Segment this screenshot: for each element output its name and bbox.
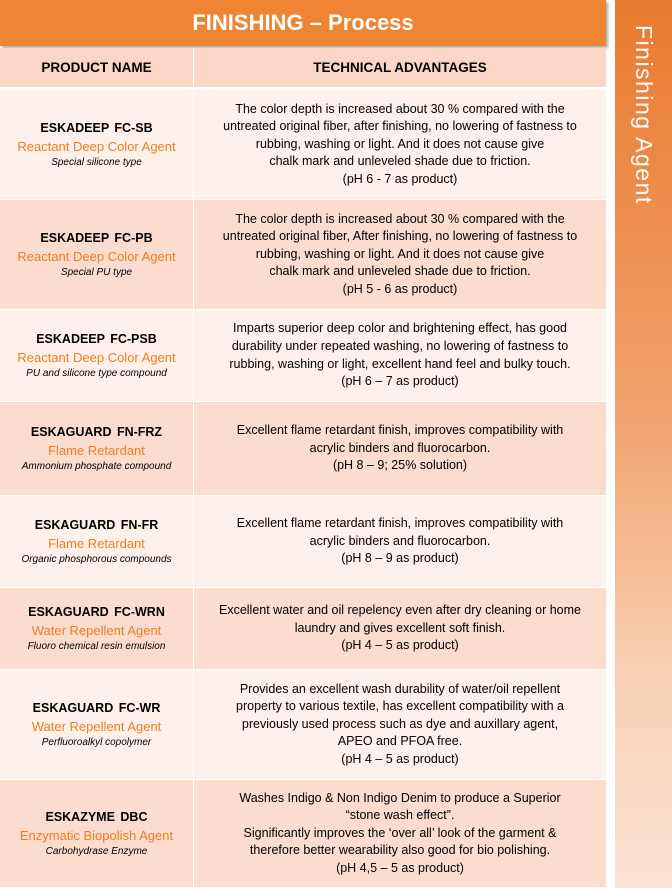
advantage-line: (pH 5 - 6 as product) bbox=[342, 281, 458, 296]
product-type: Flame Retardant bbox=[48, 536, 145, 551]
advantage-line: (pH 8 – 9; 25% solution) bbox=[332, 458, 468, 473]
advantage-line: APEO and PFOA free. bbox=[337, 734, 463, 749]
advantage-line: (pH 4 – 5 as product) bbox=[341, 638, 459, 653]
product-cell bbox=[0, 200, 194, 309]
product-cell bbox=[0, 90, 194, 199]
product-type: Water Repellent Agent bbox=[31, 623, 162, 638]
advantage-line: “stone wash effect”. bbox=[345, 808, 455, 823]
advantage-line: durability under repeated washing, no lowering of fastness to bbox=[231, 338, 569, 353]
table-row bbox=[0, 402, 606, 496]
product-type: Flame Retardant bbox=[48, 443, 145, 458]
advantage-line: Excellent flame retardant finish, improves compatibility with bbox=[236, 516, 564, 531]
product-cell bbox=[0, 402, 194, 495]
advantages-cell bbox=[194, 588, 606, 669]
table-row bbox=[0, 588, 606, 670]
advantage-line: acrylic binders and fluorocarbon. bbox=[309, 533, 491, 548]
product-chemistry: Fluoro chemical resin emulsion bbox=[27, 641, 166, 652]
side-label bbox=[615, 0, 672, 230]
product-chemistry: Organic phosphorous compounds bbox=[21, 554, 172, 565]
product-type: Reactant Deep Color Agent bbox=[17, 350, 176, 365]
advantage-line: Excellent flame retardant finish, improves compatibility with bbox=[236, 423, 564, 438]
advantage-line: (pH 4,5 – 5 as product) bbox=[336, 860, 464, 875]
product-chemistry: Ammonium phosphate compound bbox=[21, 461, 172, 472]
advantage-line: acrylic binders and fluorocarbon. bbox=[309, 440, 491, 455]
advantages-cell bbox=[194, 780, 606, 887]
advantage-line: rubbing, washing or light. And it does not cause give bbox=[255, 246, 545, 261]
advantage-line: therefore better wearability also good for bio polishing. bbox=[249, 843, 551, 858]
product-cell bbox=[0, 588, 194, 669]
advantage-line: (pH 6 – 7 as product) bbox=[341, 374, 459, 389]
advantage-line: (pH 8 – 9 as product) bbox=[341, 551, 459, 566]
advantage-line: chalk mark and unleveled shade due to friction. bbox=[269, 154, 531, 169]
column-header-row bbox=[0, 48, 606, 88]
product-cell bbox=[0, 496, 194, 587]
product-code: ESKAGUARD FN-FRZ bbox=[30, 425, 163, 439]
product-chemistry: Perfluoroalkyl copolymer bbox=[41, 737, 152, 748]
product-chemistry: Carbohydrase Enzyme bbox=[45, 846, 148, 857]
advantages-cell bbox=[194, 310, 606, 401]
column-header-advantages: TECHNICAL ADVANTAGES bbox=[313, 60, 487, 75]
table-row bbox=[0, 780, 606, 888]
product-cell bbox=[0, 670, 194, 779]
side-label-text: Finishing Agent bbox=[631, 25, 657, 205]
advantage-line: Excellent water and oil repelency even after dry cleaning or home bbox=[218, 603, 581, 618]
advantage-line: Washes Indigo & Non Indigo Denim to produce a Superior bbox=[239, 790, 561, 805]
product-type: Enzymatic Biopolish Agent bbox=[19, 828, 174, 843]
product-code: ESKADEEP FC-PSB bbox=[36, 332, 157, 346]
product-code: ESKAGUARD FC-WR bbox=[32, 701, 161, 715]
table-row bbox=[0, 496, 606, 588]
advantage-line: property to various textile, has excellent compatibility with a bbox=[236, 699, 564, 714]
product-type: Reactant Deep Color Agent bbox=[17, 249, 176, 264]
advantages-cell bbox=[194, 402, 606, 495]
product-cell bbox=[0, 310, 194, 401]
advantage-line: The color depth is increased about 30 % compared with the bbox=[235, 101, 565, 116]
product-type: Water Repellent Agent bbox=[31, 719, 162, 734]
advantage-line: previously used process such as dye and auxillary agent, bbox=[241, 716, 559, 731]
table-row bbox=[0, 90, 606, 200]
advantages-cell bbox=[194, 200, 606, 309]
advantage-line: Significantly improves the ‘over all’ look of the garment & bbox=[243, 825, 557, 840]
table-title: FINISHING – Process bbox=[0, 0, 606, 46]
advantage-line: rubbing, washing or light. And it does not cause give bbox=[255, 136, 545, 151]
table-row bbox=[0, 310, 606, 402]
advantage-line: Provides an excellent wash durability of water/oil repellent bbox=[239, 681, 561, 696]
advantage-line: (pH 6 - 7 as product) bbox=[342, 171, 458, 186]
product-code: ESKAZYME DBC bbox=[45, 810, 148, 824]
advantage-line: untreated original fiber, after finishing, no lowering of fastness to bbox=[223, 119, 577, 134]
advantage-line: (pH 4 – 5 as product) bbox=[341, 751, 459, 766]
advantage-line: untreated original fiber, After finishing, no lowering of fastness to bbox=[222, 229, 578, 244]
advantage-line: The color depth is increased about 30 % compared with the bbox=[235, 211, 565, 226]
product-chemistry: PU and silicone type compound bbox=[26, 368, 167, 379]
product-chemistry: Special PU type bbox=[60, 267, 133, 278]
product-type: Reactant Deep Color Agent bbox=[17, 139, 176, 154]
column-header-product: PRODUCT NAME bbox=[0, 48, 194, 87]
advantage-line: rubbing, washing or light, excellent hand feel and bulky touch. bbox=[229, 356, 571, 371]
advantages-cell bbox=[194, 670, 606, 779]
advantage-line: Imparts superior deep color and brightening effect, has good bbox=[232, 321, 567, 336]
advantages-cell bbox=[194, 90, 606, 199]
advantage-line: chalk mark and unleveled shade due to friction. bbox=[269, 264, 531, 279]
product-code: ESKAGUARD FC-WRN bbox=[28, 605, 165, 619]
product-code: ESKAGUARD FN-FR bbox=[34, 518, 159, 532]
product-chemistry: Special silicone type bbox=[51, 157, 142, 168]
table-row bbox=[0, 200, 606, 310]
advantages-cell bbox=[194, 496, 606, 587]
table-row bbox=[0, 670, 606, 780]
advantage-line: laundry and gives excellent soft finish. bbox=[294, 620, 506, 635]
product-cell bbox=[0, 780, 194, 887]
product-code: ESKADEEP FC-SB bbox=[40, 121, 153, 135]
product-code: ESKADEEP FC-PB bbox=[40, 231, 153, 245]
